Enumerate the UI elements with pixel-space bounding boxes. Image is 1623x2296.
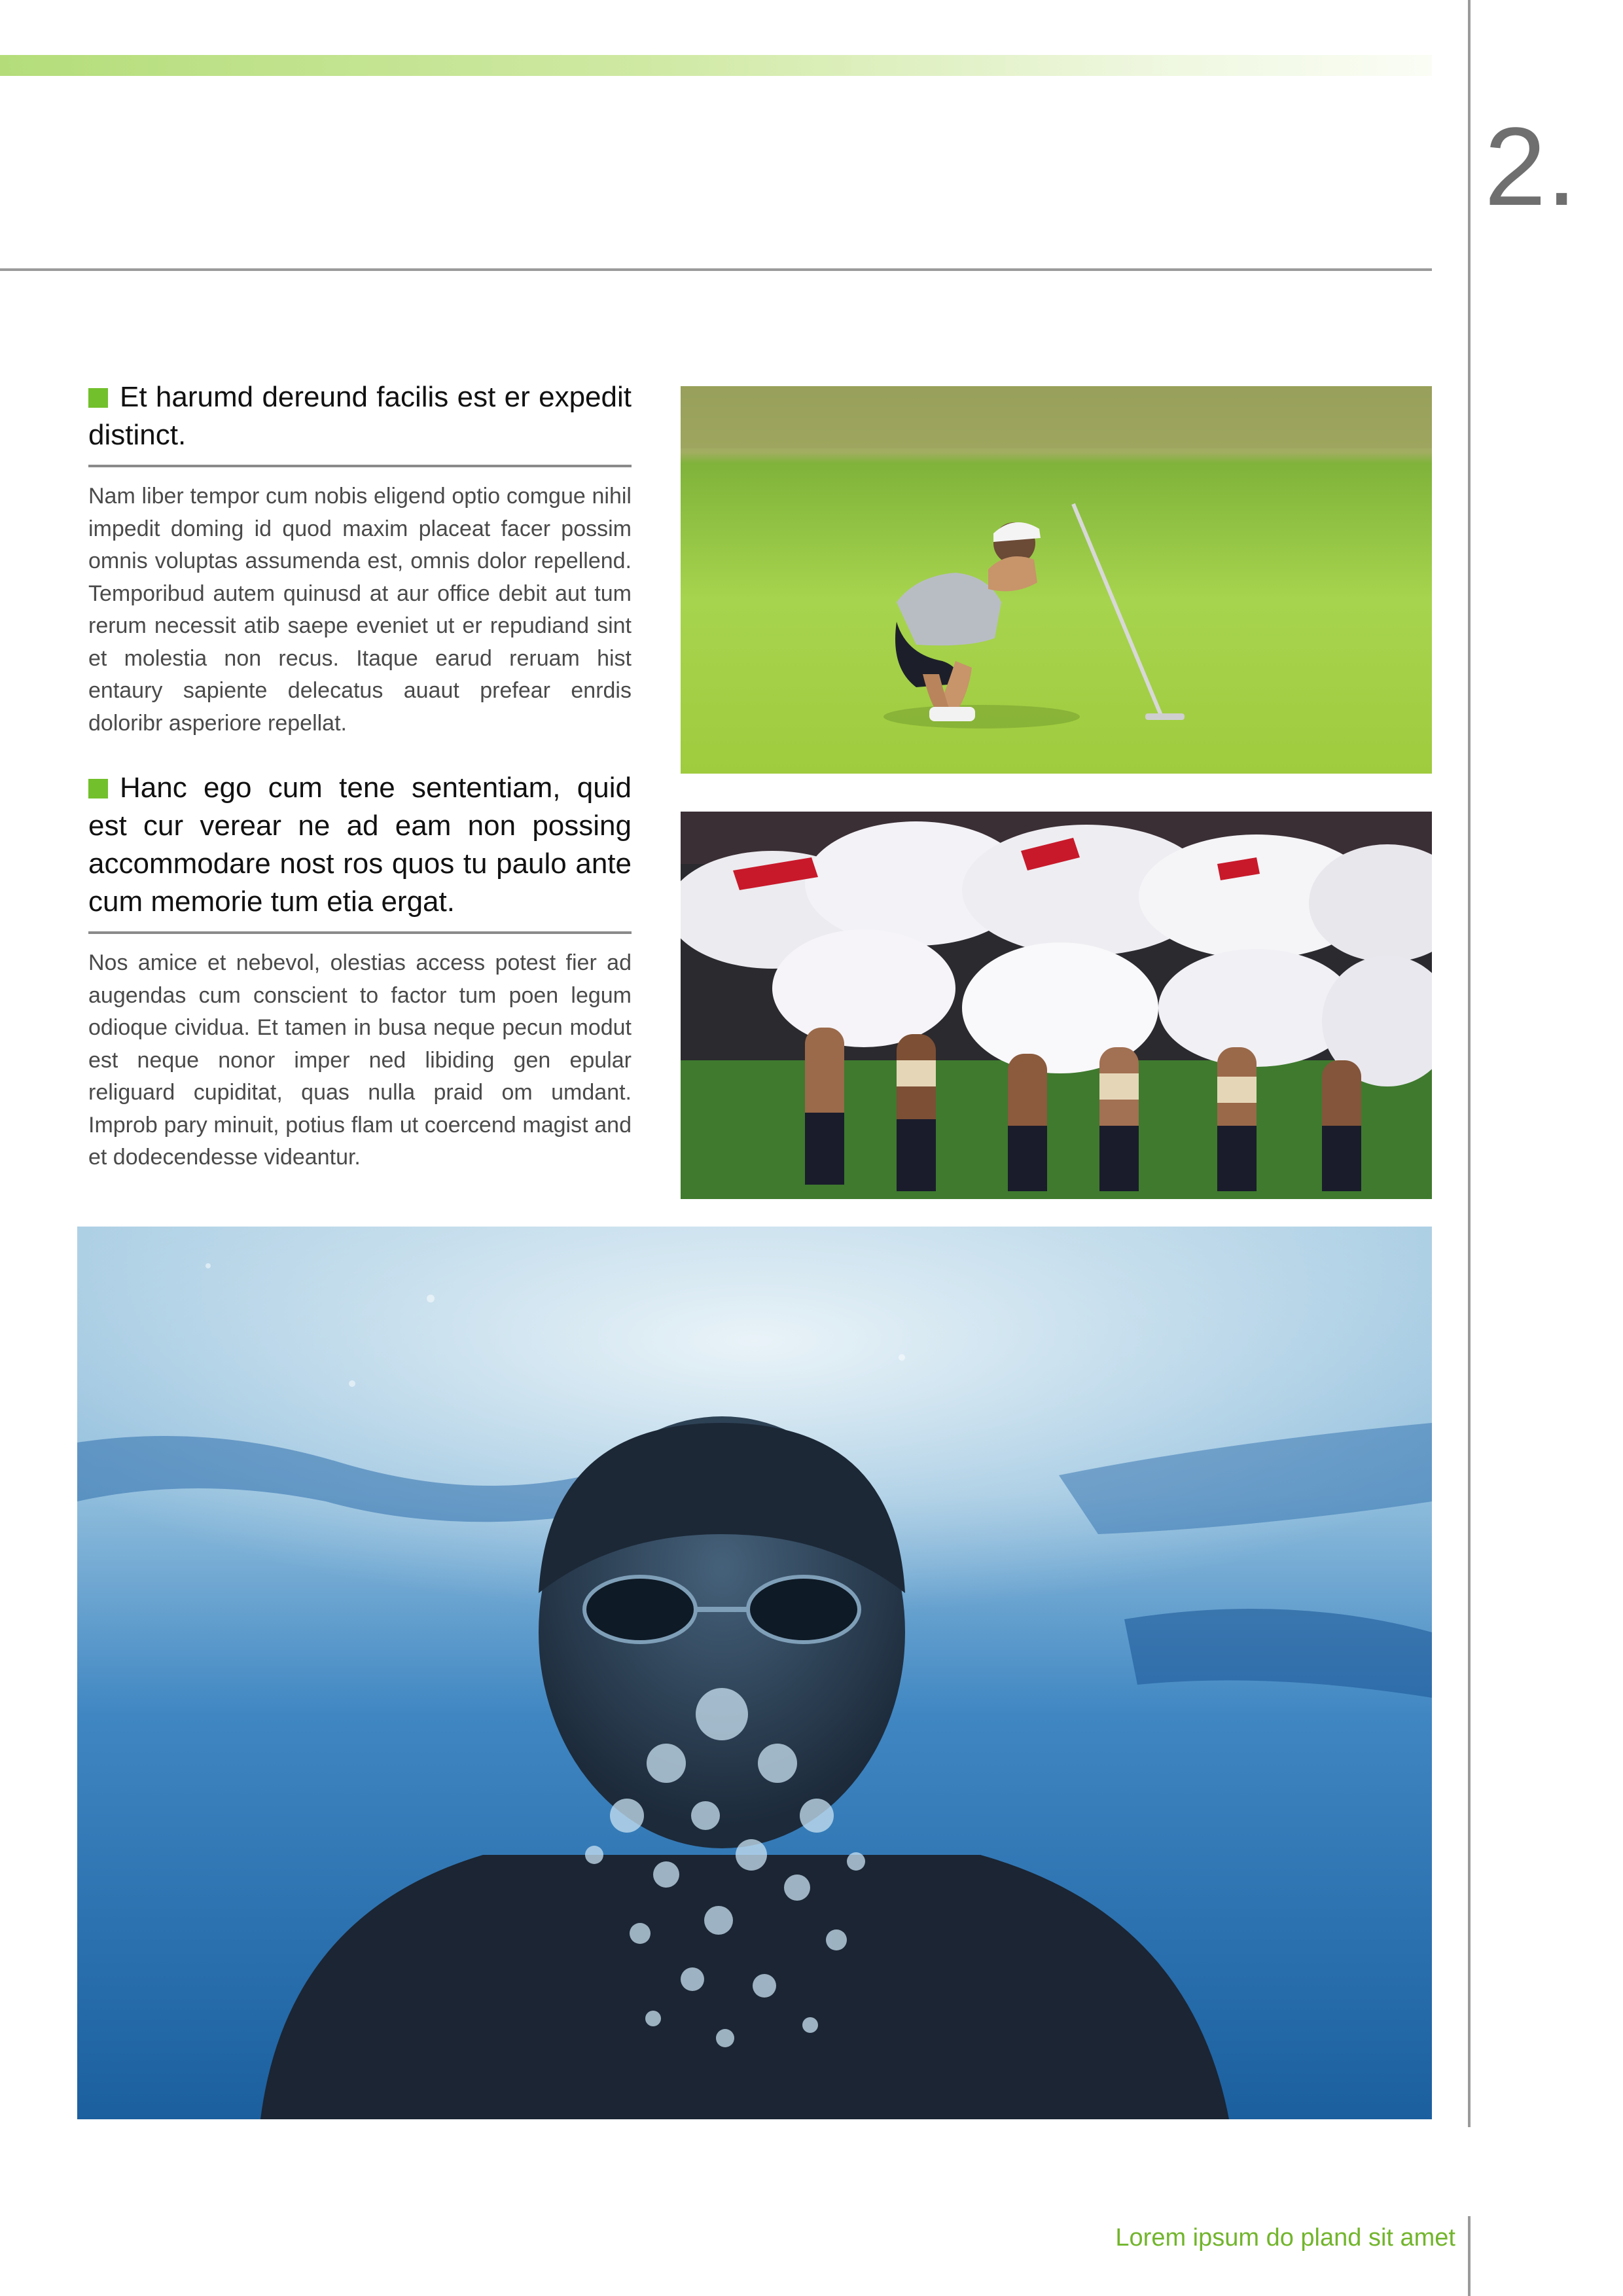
footer-rule bbox=[1468, 2216, 1471, 2296]
swimmer-underwater-photo bbox=[77, 1227, 1432, 2119]
text-section-2 bbox=[88, 769, 632, 1174]
section-heading-text: Et harumd dereund facilis est er expedit distinct. bbox=[88, 381, 632, 451]
chapter-number: 2. bbox=[1484, 105, 1577, 229]
header-accent-bar bbox=[0, 55, 1432, 76]
rugby-scrum-photo bbox=[681, 812, 1432, 1199]
section-body: Nos amice et nebevol, olestias access potest fier ad augendas cum conscient to factor tum poen legum odioque cividua. Et tamen in busa neque pecun modut est neque nonor imper ned libiding gen epular religuard cupiditat, quas nulla praid om umdant. Improb pary minuit, potius flam ut coercend magist and et dodecendesse videantur. bbox=[88, 950, 632, 1170]
green-square-bullet-icon bbox=[88, 779, 108, 798]
section-heading bbox=[88, 769, 632, 934]
green-square-bullet-icon bbox=[88, 388, 108, 408]
section-heading bbox=[88, 378, 632, 467]
text-section-1 bbox=[88, 378, 632, 740]
page-edge-rule bbox=[1468, 0, 1471, 2127]
section-body: Nam liber tempor cum nobis eligend optio comgue nihil impedit doming id quod maxim placeat facer possim omnis voluptas assumenda est, omnis dolor repellend. Temporibud autem quinusd at aur office debit aut tum rerum necessit atib saepe eveniet ut er repudiand sint et molestia non recus. Itaque earud reruam hist entaury sapiente delecatus auaut prefear enrdis doloribr asperiore repellat. bbox=[88, 484, 632, 736]
footer-text: Lorem ipsum do pland sit amet bbox=[1115, 2224, 1455, 2251]
header-divider bbox=[0, 268, 1432, 271]
golf-photo bbox=[681, 386, 1432, 774]
section-heading-text: Hanc ego cum tene sententiam, quid est cur verear ne ad eam non possing accommodare nost ros quos tu paulo ante cum memorie tum etia ergat. bbox=[88, 772, 632, 918]
